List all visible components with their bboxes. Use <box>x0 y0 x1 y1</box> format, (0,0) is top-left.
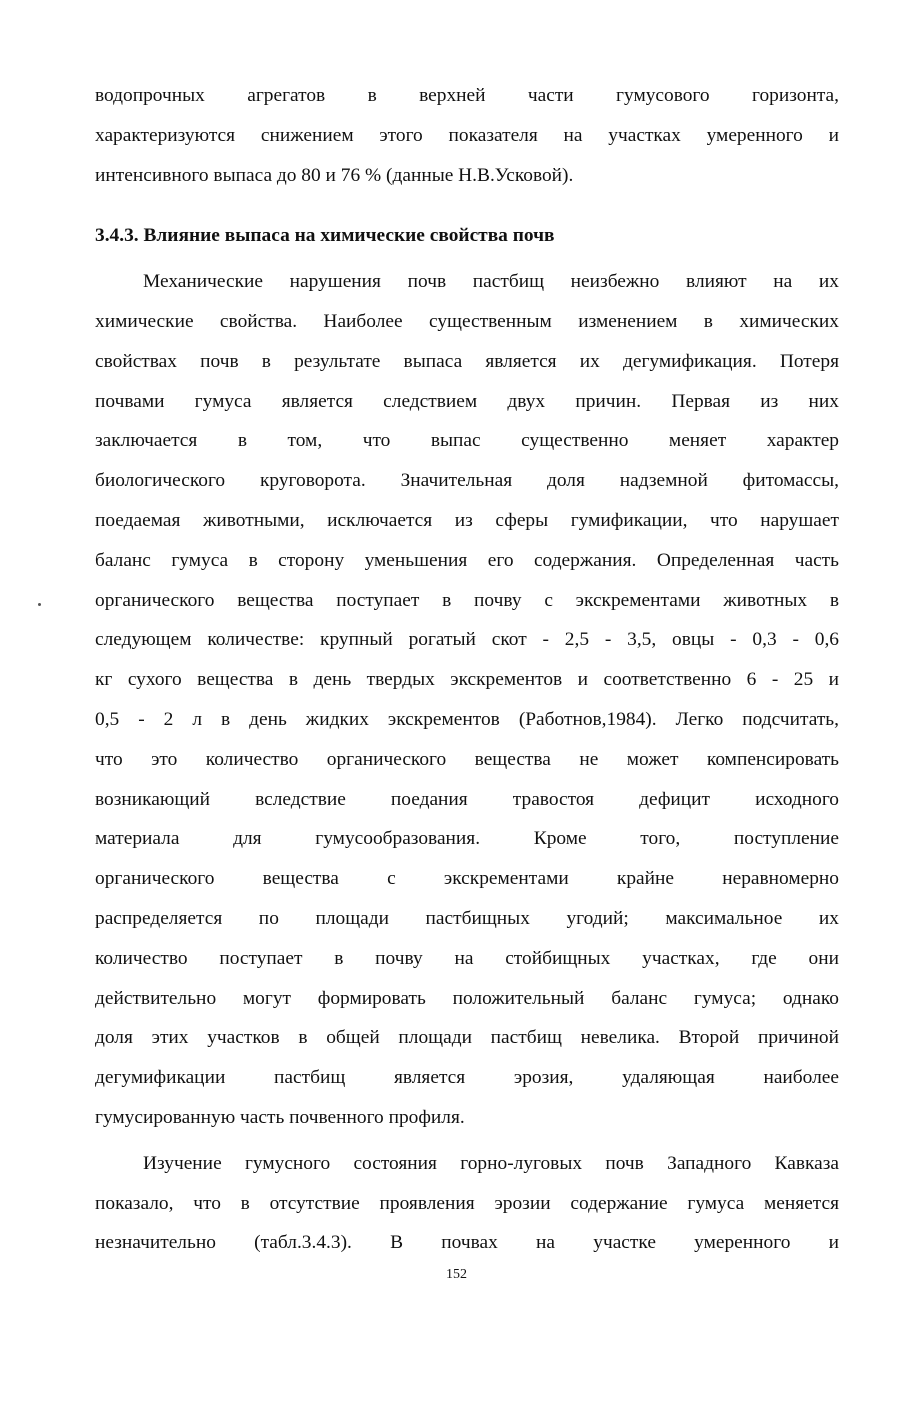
text-line: заключается в том, что выпас существенно меняет характер <box>95 430 839 452</box>
text-line: органического вещества с экскрементами крайне неравномерно <box>95 868 839 890</box>
section-heading: 3.4.3. Влияние выпаса на химические свойства почв <box>95 225 555 247</box>
text-line: биологического круговорота. Значительная доля надземной фитомассы, <box>95 470 839 492</box>
text-line: органического вещества поступает в почву с экскрементами животных в <box>95 589 839 611</box>
text-line: материала для гумусообразования. Кроме того, поступление <box>95 828 839 850</box>
text-line: следующем количестве: крупный рогатый скот - 2,5 - 3,5, овцы - 0,3 - 0,6 <box>95 629 839 651</box>
paragraph-bottom <box>95 1144 839 1263</box>
text-line: показало, что в отсутствие проявления эрозии содержание гумуса меняется <box>95 1192 839 1214</box>
text-line: что это количество органического вещества не может компенсировать <box>95 748 839 770</box>
text-line: химические свойства. Наиболее существенным изменением в химических <box>95 310 839 332</box>
paragraph-top <box>95 76 839 195</box>
text-line: кг сухого вещества в день твердых экскрементов и соответственно 6 - 25 и <box>95 669 839 691</box>
text-line: незначительно (табл.3.4.3). В почвах на участке умеренного и <box>95 1232 839 1254</box>
text-line: возникающий вследствие поедания травостоя дефицит исходного <box>95 788 839 810</box>
text-line: водопрочных агрегатов в верхней части гумусового горизонта, <box>95 85 839 106</box>
text-line: Изучение гумусного состояния горно-луговых почв Западного Кавказа <box>143 1152 839 1174</box>
text-line: почвами гумуса является следствием двух причин. Первая из них <box>95 390 839 412</box>
text-line: Механические нарушения почв пастбищ неизбежно влияют на их <box>143 271 839 293</box>
text-line: 0,5 - 2 л в день жидких экскрементов (Работнов,1984). Легко подсчитать, <box>95 708 839 730</box>
text-line: интенсивного выпаса до 80 и 76 % (данные Н.В.Усковой). <box>95 164 574 186</box>
document-page <box>95 76 839 1263</box>
text-line: гумусированную часть почвенного профиля. <box>95 1106 465 1128</box>
text-line: свойствах почв в результате выпаса является их дегумификация. Потеря <box>95 350 839 372</box>
text-line: действительно могут формировать положительный баланс гумуса; однако <box>95 987 839 1009</box>
text-line: баланс гумуса в сторону уменьшения его содержания. Определенная часть <box>95 549 839 571</box>
text-line: распределяется по площади пастбищных угодий; максимальное их <box>95 907 839 929</box>
scan-artifact-dot <box>38 603 41 606</box>
text-line: дегумификации пастбищ является эрозия, удаляющая наиболее <box>95 1067 839 1089</box>
text-line: количество поступает в почву на стойбищных участках, где они <box>95 947 839 969</box>
text-line: поедаемая животными, исключается из сферы гумификации, что нарушает <box>95 509 839 531</box>
paragraph-main <box>95 262 839 1138</box>
page-number: 152 <box>446 1267 467 1282</box>
text-line: доля этих участков в общей площади пастбищ невелика. Второй причиной <box>95 1027 839 1049</box>
text-line: характеризуются снижением этого показателя на участках умеренного и <box>95 124 839 146</box>
